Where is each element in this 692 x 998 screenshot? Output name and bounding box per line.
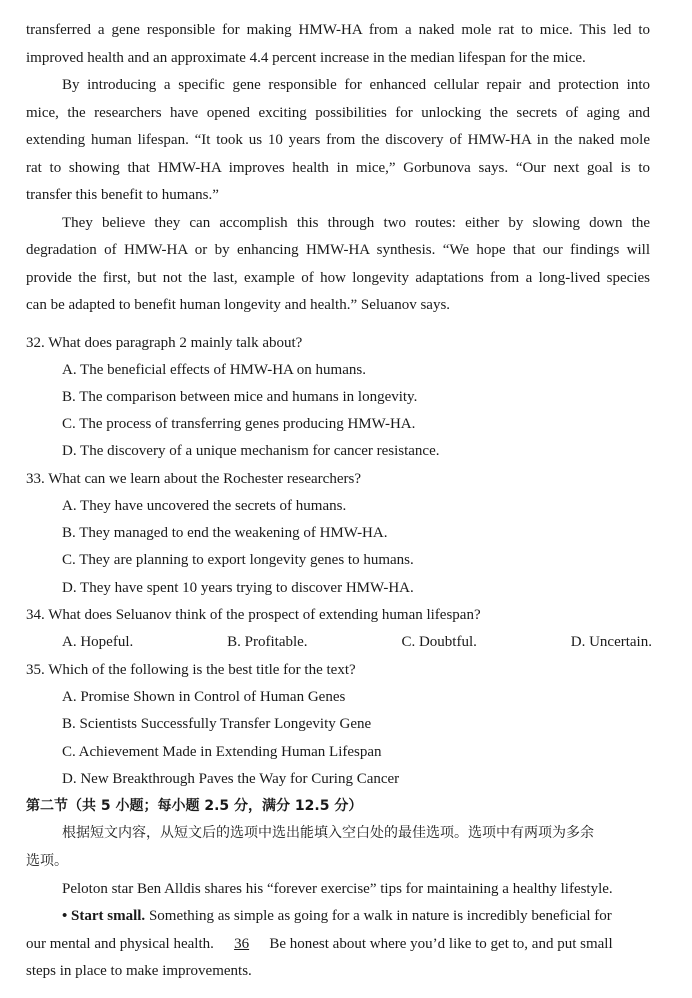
question-35-option-d[interactable]: D. New Breakthrough Paves the Way for Curing Cancer (62, 771, 400, 787)
question-35-stem: 35. Which of the following is the best title for the text? (26, 662, 356, 678)
tip-line: steps in place to make improvements. (26, 963, 252, 979)
passage-line: degradation of HMW-HA or by enhancing HMW-HA synthesis. “We hope that our findings will (26, 242, 650, 258)
passage-line: transfer this benefit to humans.” (26, 187, 219, 203)
passage-line: They believe they can accomplish this through two routes: either by slowing down the (62, 215, 650, 231)
question-33-option-d[interactable]: D. They have spent 10 years trying to discover HMW-HA. (62, 580, 414, 596)
passage-line: improved health and an approximate 4.4 percent increase in the median lifespan for the mice. (26, 50, 586, 66)
question-34-stem: 34. What does Seluanov think of the prospect of extending human lifespan? (26, 607, 481, 623)
question-33-stem: 33. What can we learn about the Rochester researchers? (26, 471, 361, 487)
answer-blank-36[interactable]: 36 (234, 936, 250, 952)
question-32-option-a[interactable]: A. The beneficial effects of HMW-HA on humans. (62, 362, 366, 378)
question-32-stem: 32. What does paragraph 2 mainly talk about? (26, 335, 303, 351)
question-33-option-c[interactable]: C. They are planning to export longevity genes to humans. (62, 552, 414, 568)
passage-line: mice, the researchers have opened exciting possibilities for unlocking the secrets of aging and (26, 105, 650, 121)
passage-line: By introducing a specific gene responsible for enhanced cellular repair and protection into (62, 77, 650, 93)
question-32-option-c[interactable]: C. The process of transferring genes producing HMW-HA. (62, 416, 416, 432)
tip-title: Start small. (71, 908, 146, 924)
passage-line: transferred a gene responsible for making HMW-HA from a naked mole rat to mice. This led to (26, 22, 650, 38)
question-34-option-c[interactable]: C. Doubtful. (401, 634, 477, 650)
tip-line (62, 906, 612, 926)
question-32-option-b[interactable]: B. The comparison between mice and humans in longevity. (62, 389, 418, 405)
passage-line: extending human lifespan. “It took us 10 years from the discovery of HMW-HA in the naked mole (26, 132, 650, 148)
bullet-icon: • (62, 908, 68, 924)
passage-line: rat to showing that HMW-HA improves health in mice,” Gorbunova says. “Our next goal is to (26, 160, 650, 176)
section-instruction: 根据短文内容，从短文后的选项中选出能填入空白处的最佳选项。选项中有两项为多余 (62, 825, 594, 841)
question-34-option-a[interactable]: A. Hopeful. (62, 634, 134, 650)
passage-line: provide the first, but not the last, example of how longevity adaptations from a long-lived species (26, 270, 650, 286)
tip-line (26, 934, 613, 954)
section-instruction: 选项。 (26, 853, 68, 869)
passage-intro: Peloton star Ben Alldis shares his “forever exercise” tips for maintaining a healthy lifestyle. (62, 881, 613, 897)
passage-line: can be adapted to benefit human longevity and health.” Seluanov says. (26, 297, 451, 313)
question-35-option-b[interactable]: B. Scientists Successfully Transfer Longevity Gene (62, 716, 372, 732)
question-35-option-c[interactable]: C. Achievement Made in Extending Human Lifespan (62, 744, 382, 760)
question-34-option-b[interactable]: B. Profitable. (227, 634, 308, 650)
question-33-option-b[interactable]: B. They managed to end the weakening of HMW-HA. (62, 525, 388, 541)
question-35-option-a[interactable]: A. Promise Shown in Control of Human Genes (62, 689, 346, 705)
tip-text: Something as simple as going for a walk in nature is incredibly beneficial for (148, 908, 612, 924)
question-34-option-d[interactable]: D. Uncertain. (570, 634, 652, 650)
section-heading: 第二节（共 5 小题；每小题 2.5 分，满分 12.5 分） (26, 798, 363, 814)
question-33-option-a[interactable]: A. They have uncovered the secrets of humans. (62, 498, 347, 514)
question-32-option-d[interactable]: D. The discovery of a unique mechanism for cancer resistance. (62, 443, 440, 459)
tip-text: Be honest about where you’d like to get to, and put small (269, 936, 613, 952)
question-34-options (62, 632, 652, 652)
tip-text: our mental and physical health. (26, 936, 214, 952)
